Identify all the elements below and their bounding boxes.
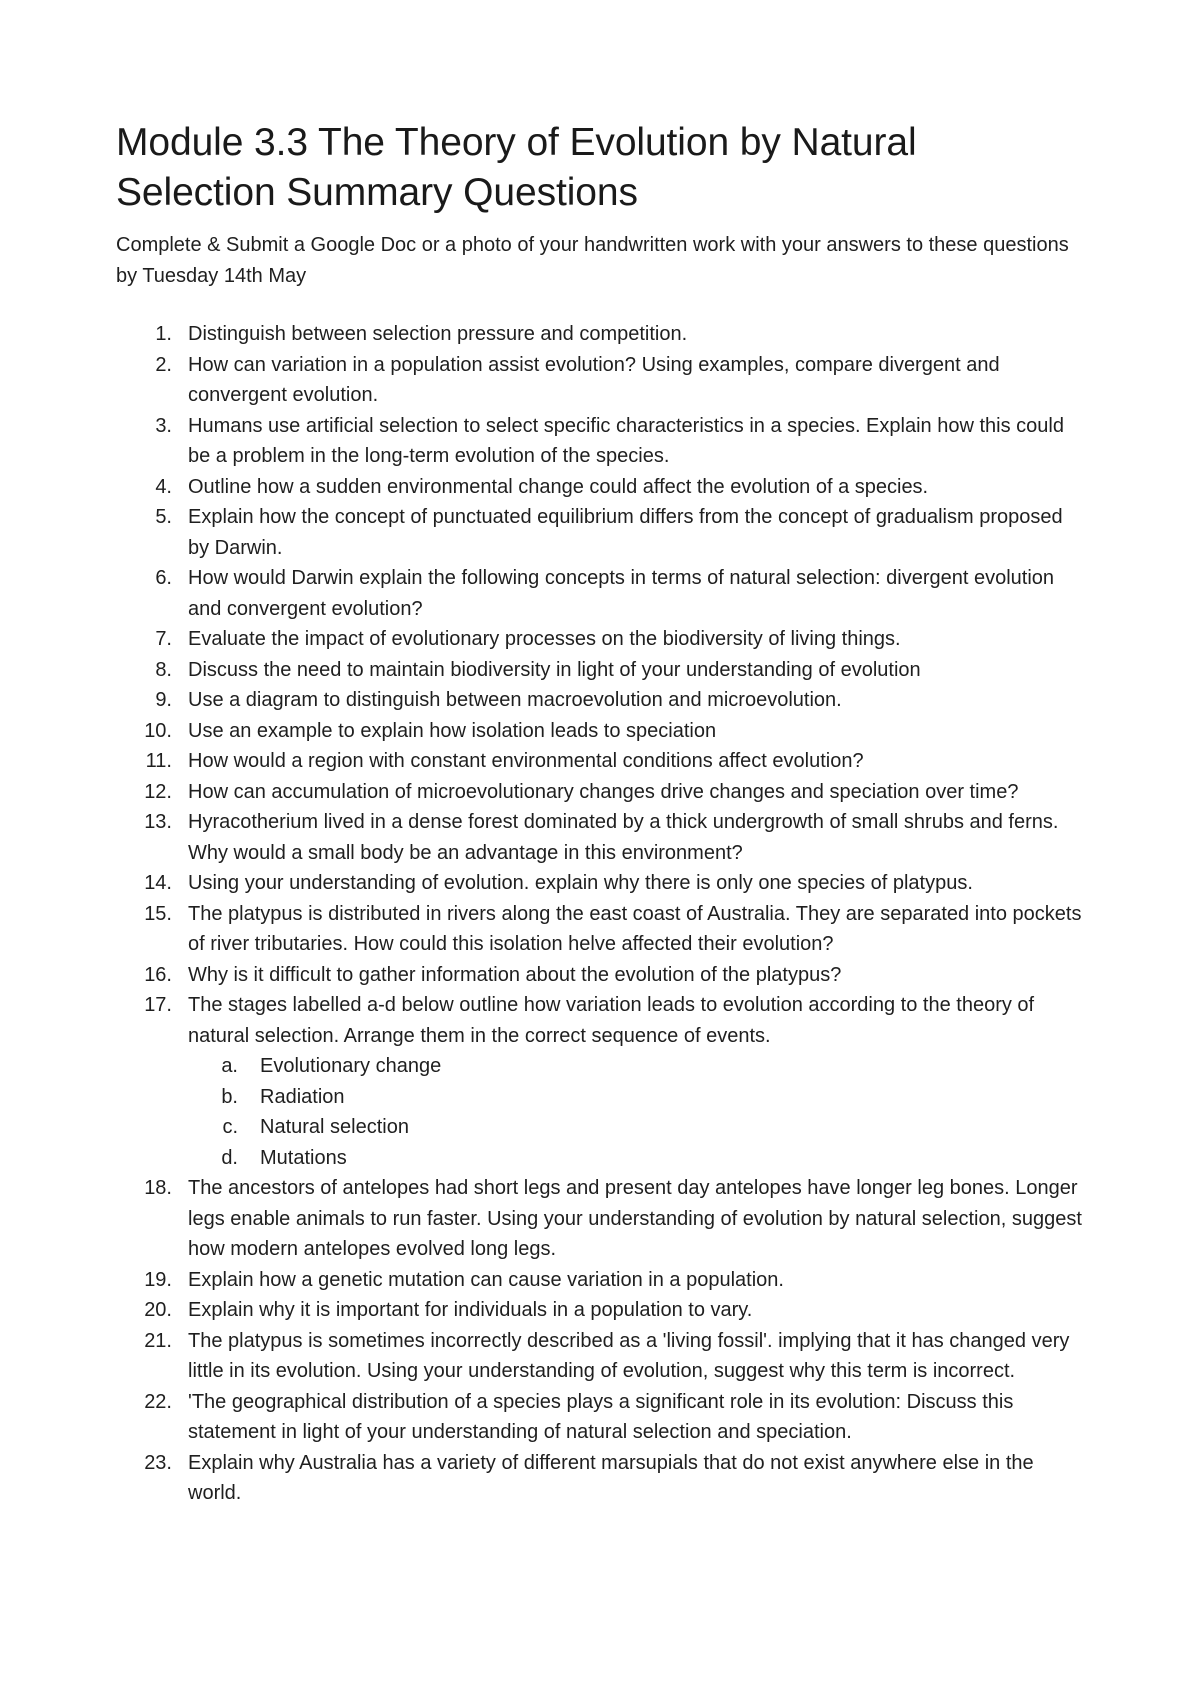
sub-item (188, 1112, 1086, 1143)
question-item (116, 746, 1086, 777)
sub-item (188, 1143, 1086, 1174)
question-number: 14. (144, 872, 172, 894)
question-item (116, 899, 1086, 960)
question-number: 3. (155, 414, 172, 437)
question-text: Using your understanding of evolution. explain why there is only one species of platypus. (188, 872, 973, 894)
question-number: 7. (155, 628, 172, 650)
question-number: 12. (144, 780, 172, 803)
question-item (116, 624, 1086, 655)
question-number: 20. (144, 1299, 172, 1321)
question-number: 17. (144, 994, 172, 1016)
question-text: Use an example to explain how isolation leads to speciation (188, 719, 717, 742)
question-text: Distinguish between selection pressure and competition. (188, 323, 688, 345)
question-text: Explain why it is important for individuals in a population to vary. (188, 1299, 753, 1321)
question-number: 22. (144, 1390, 172, 1413)
question-text: Hyracotherium lived in a dense forest dominated by a thick undergrowth of small shrubs and ferns. Why would a small body be an advantage in this environment? (188, 811, 1059, 864)
question-text: Explain how the concept of punctuated equilibrium differs from the concept of gradualism proposed by Darwin. (188, 506, 1063, 559)
question-number: 16. (144, 963, 172, 986)
question-item (116, 655, 1086, 686)
question-text: The stages labelled a-d below outline how variation leads to evolution according to the theory of natural selection. Arrange them in the correct sequence of events. (188, 994, 1035, 1047)
question-number: 18. (144, 1177, 172, 1199)
question-number: 9. (155, 689, 172, 711)
question-number: 5. (155, 506, 172, 528)
instructions-paragraph: Complete & Submit a Google Doc or a photo of your handwritten work with your answers to these questions by Tuesday 14th May (116, 234, 1069, 287)
sub-item-letter: d. (221, 1146, 238, 1169)
question-number: 6. (155, 567, 172, 589)
sub-item-letter: a. (221, 1055, 238, 1077)
sub-item (188, 1082, 1086, 1113)
question-number: 8. (155, 658, 172, 681)
question-item (116, 1265, 1086, 1296)
question-item (116, 472, 1086, 503)
sub-item-letter: c. (222, 1116, 238, 1138)
question-text: How can variation in a population assist evolution? Using examples, compare divergent and convergent evolution. (188, 353, 1000, 406)
question-text: Use a diagram to distinguish between macroevolution and microevolution. (188, 689, 842, 711)
question-item (116, 868, 1086, 899)
sub-item-text: Evolutionary change (260, 1055, 442, 1077)
question-text: Humans use artificial selection to select specific characteristics in a species. Explain how this could be a problem in the long-term evolution of the species. (188, 414, 1064, 467)
question-item (116, 990, 1086, 1173)
question-text: Outline how a sudden environmental change could affect the evolution of a species. (188, 475, 929, 498)
question-item (116, 319, 1086, 350)
question-number: 1. (155, 323, 172, 345)
question-list (116, 319, 1086, 1509)
question-text: 'The geographical distribution of a species plays a significant role in its evolution: Discuss this statement in light of your understanding of natural selection and speciation. (188, 1390, 1014, 1443)
question-number: 23. (144, 1451, 172, 1474)
question-text: Why is it difficult to gather information about the evolution of the platypus? (188, 963, 842, 986)
question-number: 21. (144, 1329, 172, 1352)
question-number: 13. (144, 811, 172, 833)
sub-item-text: Mutations (260, 1146, 347, 1169)
question-item (116, 1448, 1086, 1509)
question-number: 10. (144, 719, 172, 742)
question-text: Evaluate the impact of evolutionary processes on the biodiversity of living things. (188, 628, 901, 650)
sub-item-text: Natural selection (260, 1116, 409, 1138)
question-text: How would Darwin explain the following concepts in terms of natural selection: divergent evolution and convergent evolution? (188, 567, 1055, 620)
question-text: The platypus is sometimes incorrectly described as a 'living fossil'. implying that it has changed very little in its evolution. Using your understanding of evolution, suggest why this term is incorrect. (188, 1329, 1070, 1382)
question-item (116, 1295, 1086, 1326)
question-number: 19. (144, 1268, 172, 1291)
question-text: The ancestors of antelopes had short legs and present day antelopes have longer leg bones. Longer legs enable animals to run faster. Using your understanding of evolution by natural selection, suggest how modern antelopes evolved long legs. (188, 1177, 1082, 1260)
question-text: How can accumulation of microevolutionary changes drive changes and speciation over time? (188, 780, 1019, 803)
sub-item-letter: b. (221, 1085, 238, 1108)
question-item (116, 960, 1086, 991)
question-text: The platypus is distributed in rivers along the east coast of Australia. They are separated into pockets of river tributaries. How could this isolation helve affected their evolution? (188, 902, 1082, 955)
question-item (116, 563, 1086, 624)
question-item (116, 502, 1086, 563)
question-item (116, 716, 1086, 747)
document-page (116, 118, 1086, 1509)
question-item (116, 1173, 1086, 1265)
question-item (116, 1326, 1086, 1387)
question-text: Explain why Australia has a variety of different marsupials that do not exist anywhere else in the world. (188, 1451, 1034, 1504)
question-item (116, 685, 1086, 716)
page-title: Module 3.3 The Theory of Evolution by Natural Selection Summary Questions (116, 121, 917, 214)
question-number: 4. (155, 475, 172, 498)
question-number: 11. (145, 750, 172, 772)
question-item (116, 1387, 1086, 1448)
question-item (116, 807, 1086, 868)
sub-item-list (188, 1051, 1086, 1173)
question-item (116, 350, 1086, 411)
question-number: 2. (155, 353, 172, 376)
question-text: Explain how a genetic mutation can cause variation in a population. (188, 1268, 784, 1291)
question-text: How would a region with constant environmental conditions affect evolution? (188, 750, 864, 772)
question-number: 15. (144, 902, 172, 925)
question-item (116, 411, 1086, 472)
question-text: Discuss the need to maintain biodiversity in light of your understanding of evolution (188, 658, 921, 681)
question-item (116, 777, 1086, 808)
sub-item-text: Radiation (260, 1085, 345, 1108)
sub-item (188, 1051, 1086, 1082)
